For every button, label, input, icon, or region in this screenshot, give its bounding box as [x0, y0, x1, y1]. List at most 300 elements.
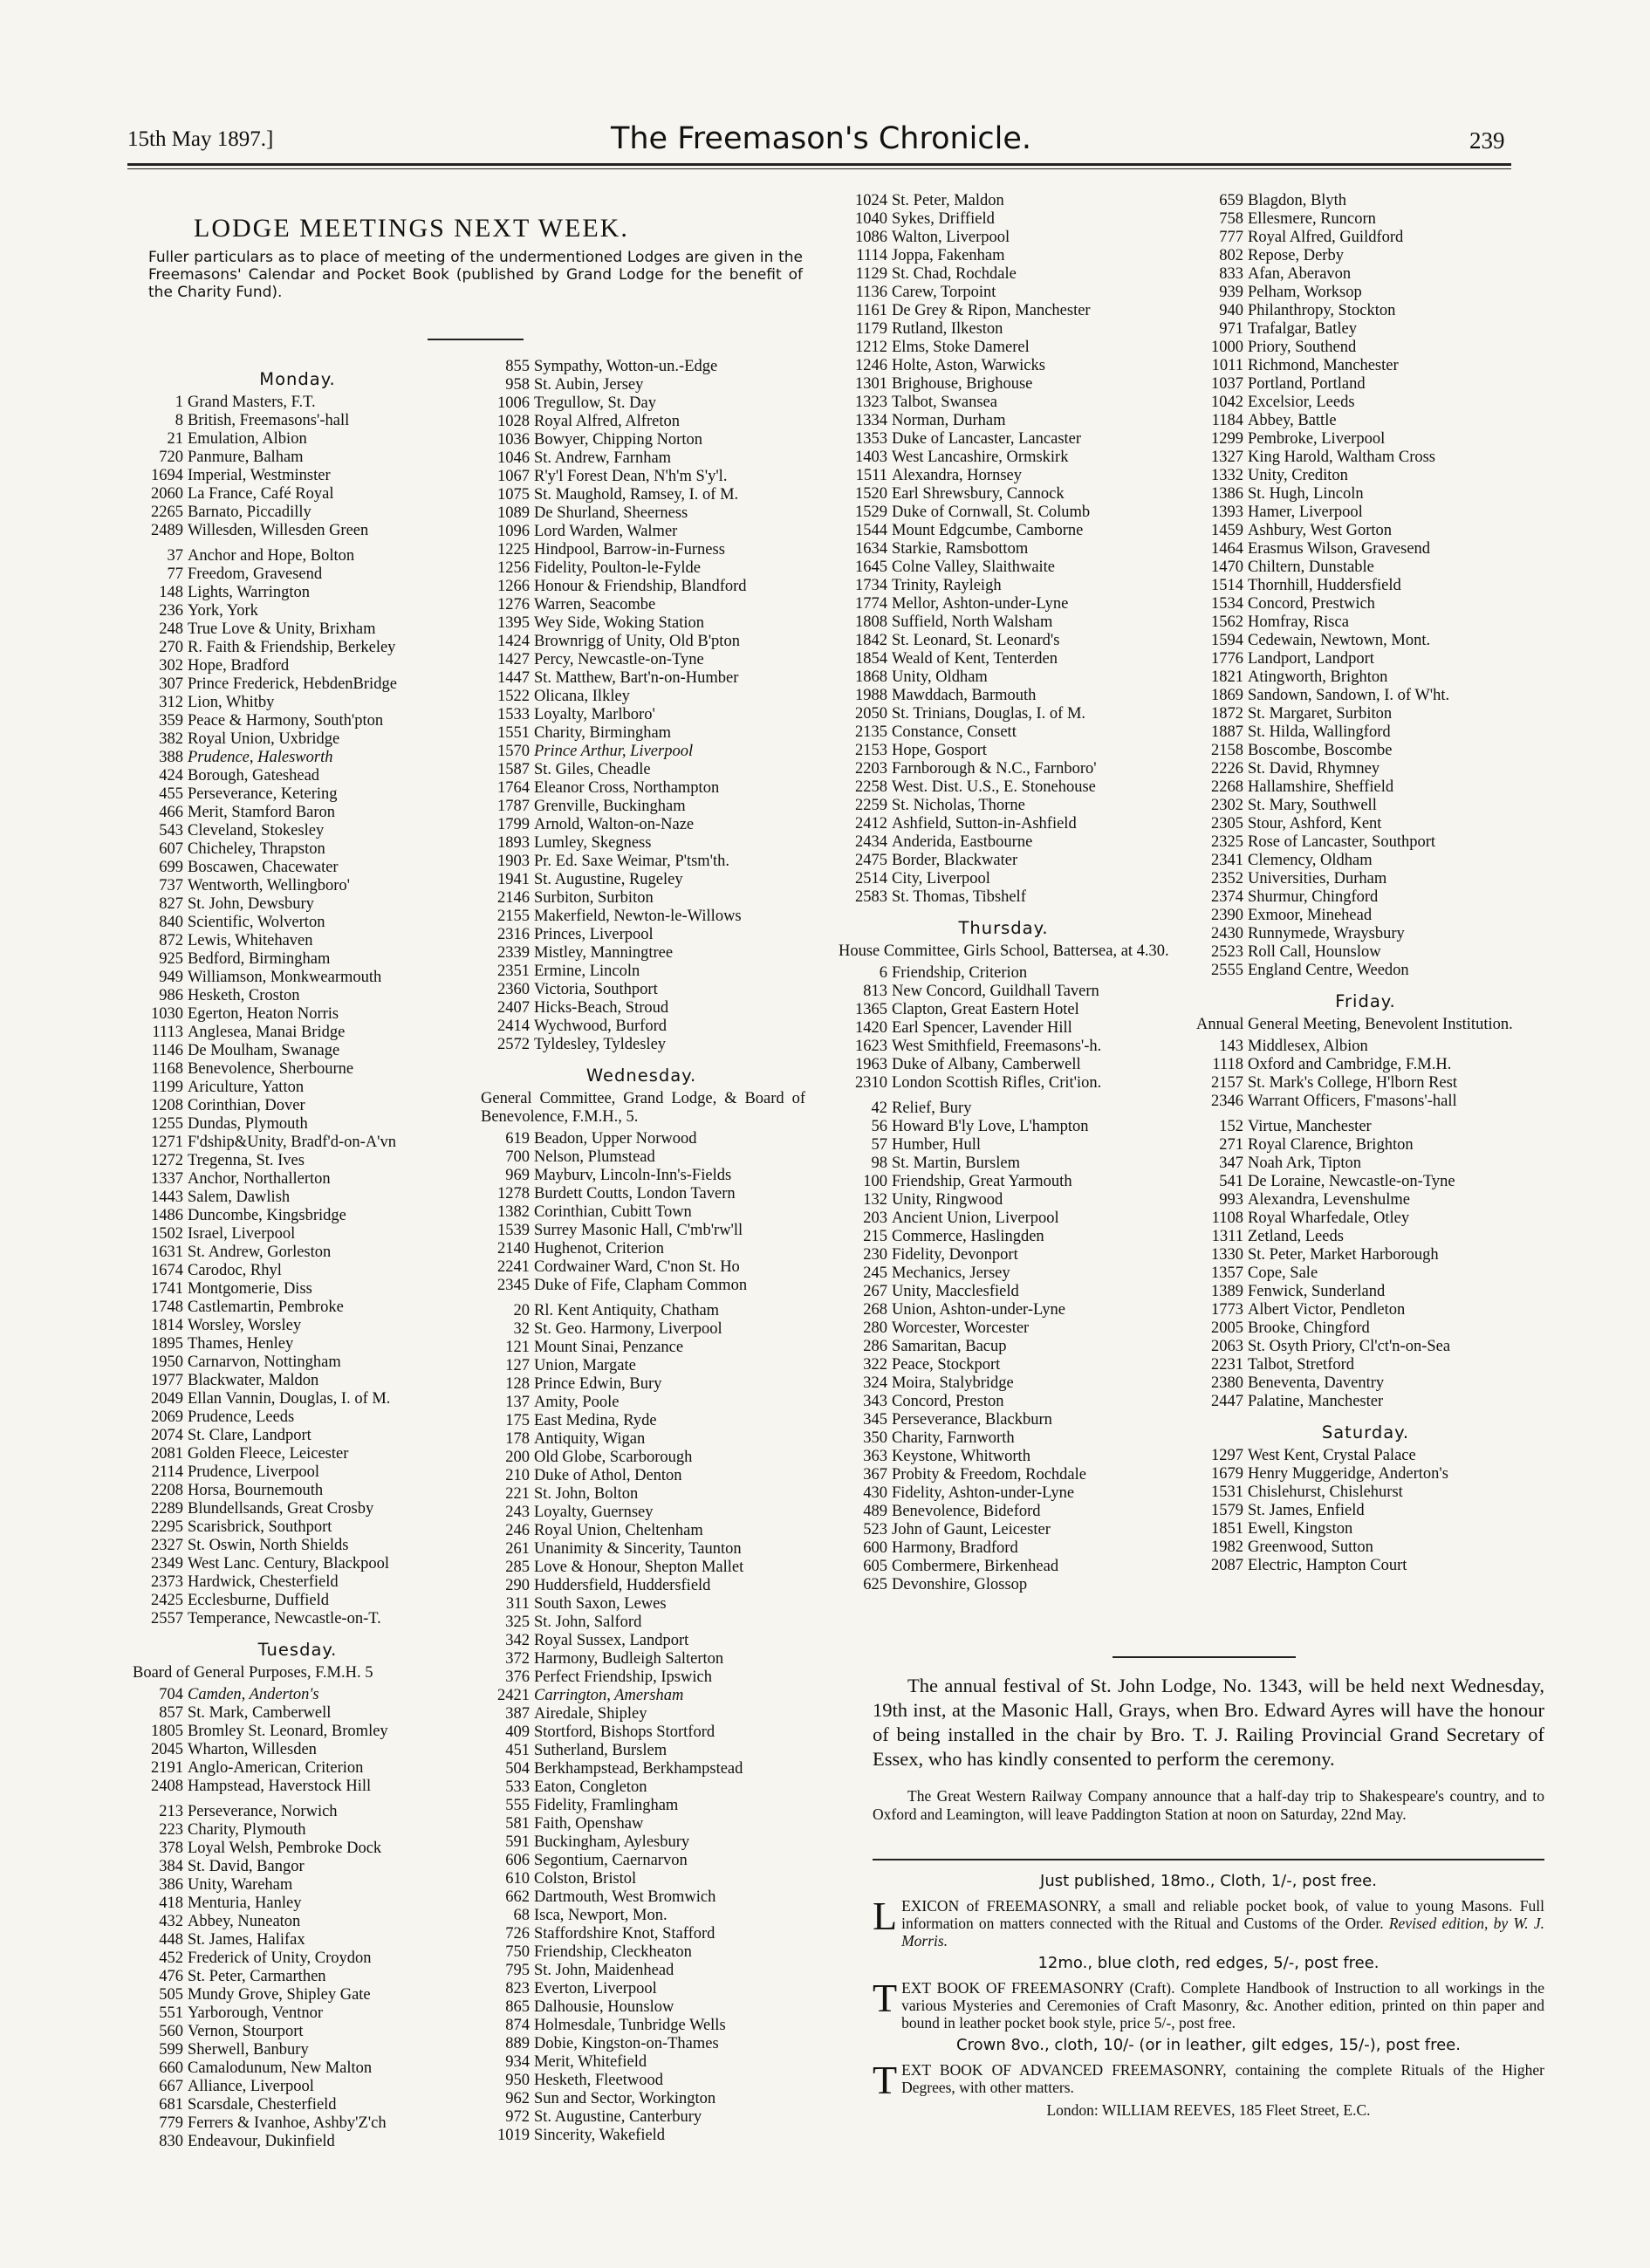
lodge-entry — [127, 394, 468, 412]
lodge-entry — [1191, 797, 1540, 815]
lodge-number: 350 — [863, 1429, 887, 1447]
drop-cap: L — [873, 1894, 898, 1938]
lodge-number: 325 — [505, 1614, 530, 1631]
lodge-entry — [833, 742, 1174, 760]
lodge-entry — [476, 1148, 807, 1167]
lodge-name: Frederick of Unity, Croydon — [188, 1949, 372, 1967]
lodge-entry — [833, 1209, 1174, 1228]
lodge-name: Old Globe, Scarborough — [534, 1449, 693, 1466]
lodge-number: 2374 — [1211, 888, 1243, 906]
lodge-name: Corinthian, Dover — [188, 1097, 305, 1114]
lodge-entry — [833, 1283, 1174, 1301]
lodge-number: 2425 — [151, 1592, 183, 1609]
lodge-entry — [476, 1036, 807, 1054]
lodge-name: John of Gaunt, Leicester — [892, 1521, 1051, 1538]
lodge-number: 1851 — [1211, 1520, 1243, 1538]
list-spacer — [1191, 1111, 1540, 1118]
lodge-entry — [476, 468, 807, 486]
lodge-number: 1199 — [151, 1079, 183, 1096]
lodge-name: Williamson, Monkwearmouth — [188, 969, 382, 986]
lodge-entry — [127, 1610, 468, 1628]
lodge-name: Duke of Albany, Camberwell — [892, 1056, 1081, 1073]
lodge-number: 1520 — [855, 485, 887, 503]
lodge-entry — [1191, 1173, 1540, 1191]
lodge-name: Pembroke, Liverpool — [1248, 430, 1386, 448]
lodge-entry — [476, 1240, 807, 1258]
lodge-number: 704 — [159, 1686, 183, 1703]
lodge-name: Moira, Stalybridge — [892, 1374, 1014, 1392]
list-spacer — [833, 1093, 1174, 1100]
lodge-entry — [833, 1503, 1174, 1521]
lodge-entry — [127, 675, 468, 694]
lodge-number: 1389 — [1211, 1283, 1243, 1300]
lodge-number: 610 — [505, 1870, 530, 1888]
lodge-entry — [833, 485, 1174, 504]
lodge-entry — [127, 950, 468, 969]
lodge-entry — [127, 1968, 468, 1986]
lodge-name: Menturia, Hanley — [188, 1895, 302, 1912]
lodge-name: Pr. Ed. Saxe Weimar, P'tsm'th. — [534, 853, 730, 870]
lodge-number: 1330 — [1211, 1246, 1243, 1264]
lodge-number: 409 — [505, 1723, 530, 1741]
lodge-number: 1179 — [855, 320, 887, 338]
lodge-number: 143 — [1219, 1038, 1243, 1055]
publisher-address: London: WILLIAM REEVES, 185 Fleet Street, E.C. — [1046, 2101, 1371, 2119]
lodge-entry — [1191, 705, 1540, 723]
lodge-number: 958 — [505, 376, 530, 394]
lodge-number: 2005 — [1211, 1319, 1243, 1337]
lodge-entry — [127, 1280, 468, 1298]
lodge-name: Salem, Dawlish — [188, 1189, 291, 1206]
lodge-entry — [127, 430, 468, 449]
lodge-name: Roll Call, Hounslow — [1248, 943, 1381, 961]
lodge-entry — [476, 1705, 807, 1723]
lodge-number: 466 — [159, 804, 183, 821]
lodge-name: Universities, Durham — [1248, 870, 1387, 887]
lodge-name: Montgomerie, Diss — [188, 1280, 312, 1298]
lodge-name: Clapton, Great Eastern Hotel — [892, 1001, 1079, 1018]
lodge-entry — [833, 192, 1174, 210]
lodge-entry — [476, 1540, 807, 1559]
lodge-entry — [127, 2059, 468, 2078]
lodge-number: 200 — [505, 1449, 530, 1466]
lodge-number: 2135 — [855, 723, 887, 741]
lodge-number: 210 — [505, 1467, 530, 1484]
lodge-number: 424 — [159, 767, 183, 785]
lodge-number: 2158 — [1211, 742, 1243, 759]
lodge-name: Tregullow, St. Day — [534, 394, 656, 412]
lodge-entry — [127, 1445, 468, 1463]
lodge-name: Greenwood, Sutton — [1248, 1538, 1373, 1556]
lodge-column-4 — [1191, 192, 1540, 1575]
lodge-number: 1042 — [1211, 394, 1243, 411]
advert-textbook — [873, 1976, 1544, 2032]
lodge-entry — [1191, 852, 1540, 870]
lodge-number: 1353 — [855, 430, 887, 448]
lodge-entry — [127, 1573, 468, 1592]
lodge-entry — [476, 1258, 807, 1277]
lodge-name: Talbot, Stretford — [1248, 1356, 1355, 1374]
advert-lexicon-edition: Revised edition, by W. J. Morris. — [901, 1915, 1544, 1949]
lodge-entry — [833, 1019, 1174, 1038]
lodge-entry — [1191, 339, 1540, 357]
lodge-name: Benevolence, Bideford — [892, 1503, 1041, 1520]
lodge-number: 1168 — [151, 1060, 183, 1078]
lodge-entry — [127, 639, 468, 657]
lodge-name: Philanthropy, Stockton — [1248, 302, 1396, 319]
lodge-number: 1067 — [497, 468, 530, 485]
lodge-name: Noah Ark, Tipton — [1248, 1155, 1362, 1172]
lodge-number: 98 — [871, 1155, 887, 1172]
lodge-entry — [476, 1018, 807, 1036]
lodge-name: Lion, Whitby — [188, 694, 275, 711]
lodge-number: 1821 — [1211, 668, 1243, 686]
lodge-number: 1113 — [152, 1024, 183, 1041]
lodge-name: Dartmouth, West Bromwich — [534, 1888, 716, 1906]
lodge-entry — [127, 987, 468, 1005]
lodge-number: 387 — [505, 1705, 530, 1723]
lodge-number: 178 — [505, 1430, 530, 1448]
lodge-entry — [476, 1595, 807, 1614]
lodge-name: Harmony, Bradford — [892, 1539, 1018, 1557]
lodge-name: Trafalgar, Batley — [1248, 320, 1357, 338]
lodge-entry — [833, 687, 1174, 705]
lodge-number: 1266 — [497, 578, 530, 595]
lodge-number: 2289 — [151, 1500, 183, 1518]
lodge-entry — [833, 1448, 1174, 1466]
lodge-number: 1096 — [497, 523, 530, 540]
lodge-entry — [1191, 1118, 1540, 1136]
lodge-name: R'y'l Forest Dean, N'h'm S'y'l. — [534, 468, 728, 485]
lodge-entry — [127, 1723, 468, 1741]
lodge-entry — [127, 1060, 468, 1079]
lodge-number: 1443 — [151, 1189, 183, 1206]
lodge-name: Prince Arthur, Liverpool — [534, 743, 694, 760]
lodge-name: St. John, Salford — [534, 1614, 642, 1631]
lodge-name: Unity, Crediton — [1248, 467, 1348, 484]
lodge-number: 1963 — [855, 1056, 887, 1073]
lodge-number: 599 — [159, 2041, 183, 2059]
lodge-entry — [476, 981, 807, 999]
lodge-name: Starkie, Ramsbottom — [892, 540, 1029, 558]
lodge-name: Prince Frederick, HebdenBridge — [188, 675, 397, 693]
lodge-number: 1037 — [1211, 375, 1243, 393]
lodge-name: Union, Margate — [534, 1357, 636, 1374]
lodge-name: Borough, Gateshead — [188, 767, 320, 785]
lodge-entry — [476, 394, 807, 413]
lodge-number: 1529 — [855, 504, 887, 521]
lodge-number: 221 — [505, 1485, 530, 1503]
lodge-entry — [1191, 632, 1540, 650]
lodge-entry — [476, 1888, 807, 1907]
lodge-number: 1301 — [855, 375, 887, 393]
lodge-name: Shurmur, Chingford — [1248, 888, 1379, 906]
lodge-name: Royal Wharfedale, Otley — [1248, 1209, 1410, 1227]
lodge-number: 1734 — [855, 577, 887, 594]
lodge-entry — [476, 1907, 807, 1925]
lodge-name: Holmesdale, Tunbridge Wells — [534, 2017, 726, 2034]
lodge-number: 302 — [159, 657, 183, 675]
lodge-number: 2155 — [497, 908, 530, 925]
lodge-number: 737 — [159, 877, 183, 894]
lodge-number: 1531 — [1211, 1483, 1243, 1501]
lodge-number: 307 — [159, 675, 183, 693]
lodge-entry — [127, 1821, 468, 1840]
lodge-number: 1129 — [855, 265, 887, 283]
lodge-name: Stour, Ashford, Kent — [1248, 815, 1382, 833]
lodge-number: 1332 — [1211, 467, 1243, 484]
lodge-entry — [127, 1189, 468, 1207]
lodge-number: 795 — [505, 1962, 530, 1979]
lodge-number: 2302 — [1211, 797, 1243, 814]
lodge-number: 600 — [863, 1539, 887, 1557]
lodge-name: Imperial, Westminster — [188, 467, 331, 484]
lodge-entry — [1191, 210, 1540, 229]
lodge-entry — [1191, 595, 1540, 613]
lodge-entry — [1191, 1209, 1540, 1228]
lodge-name: Grenville, Buckingham — [534, 798, 686, 815]
lodge-number: 857 — [159, 1704, 183, 1722]
lodge-name: Harmony, Budleigh Salterton — [534, 1650, 724, 1668]
lodge-entry — [833, 797, 1174, 815]
lodge-name: Castlemartin, Pembroke — [188, 1298, 344, 1316]
lodge-entry — [476, 449, 807, 468]
lodge-entry — [1191, 888, 1540, 907]
lodge-number: 1679 — [1211, 1465, 1243, 1483]
lodge-name: Hesketh, Croston — [188, 987, 300, 1004]
lodge-entry — [127, 504, 468, 522]
lodge-number: 1 — [175, 394, 183, 411]
lodge-name: Ecclesburne, Duffield — [188, 1592, 329, 1609]
lodge-entry — [833, 1338, 1174, 1356]
lodge-entry — [833, 723, 1174, 742]
book-advert — [873, 1867, 1544, 2119]
lodge-name: Peace, Stockport — [892, 1356, 1001, 1374]
lodge-name: St. James, Halifax — [188, 1931, 305, 1949]
lodge-number: 855 — [505, 358, 530, 375]
lodge-entry — [476, 1614, 807, 1632]
lodge-name: St. Nicholas, Thorne — [892, 797, 1025, 814]
lodge-number: 940 — [1219, 302, 1243, 319]
lodge-number: 1872 — [1211, 705, 1243, 723]
lodge-entry — [476, 1943, 807, 1962]
lodge-name: Stortford, Bishops Stortford — [534, 1723, 715, 1741]
lodge-entry — [1191, 1520, 1540, 1538]
lodge-number: 2373 — [151, 1573, 183, 1591]
lodge-name: Relief, Bury — [892, 1100, 972, 1117]
lodge-entry — [127, 565, 468, 584]
lodge-number: 148 — [159, 584, 183, 601]
lodge-number: 2523 — [1211, 943, 1243, 961]
lodge-number: 1486 — [151, 1207, 183, 1224]
lodge-name: Makerfield, Newton-le-Willows — [534, 908, 742, 925]
lodge-number: 2157 — [1211, 1074, 1243, 1092]
lodge-entry — [476, 1203, 807, 1222]
lodge-entry — [833, 1466, 1174, 1484]
lodge-name: St. Andrew, Gorleston — [188, 1244, 332, 1261]
lodge-name: Sun and Sector, Workington — [534, 2090, 716, 2107]
lodge-number: 1895 — [151, 1335, 183, 1353]
lodge-name: Electric, Hampton Court — [1248, 1557, 1407, 1574]
lodge-number: 2430 — [1211, 925, 1243, 942]
lodge-entry — [127, 1759, 468, 1778]
lodge-name: Cope, Sale — [1248, 1264, 1318, 1282]
lodge-name: Arnold, Walton-on-Naze — [534, 816, 695, 833]
lodge-entry — [476, 1320, 807, 1339]
lodge-number: 286 — [863, 1338, 887, 1355]
lodge-entry — [1191, 1056, 1540, 1074]
lodge-name: Combermere, Birkenhead — [892, 1558, 1059, 1575]
lodge-name: Prudence, Halesworth — [188, 749, 333, 766]
lodge-entry — [476, 413, 807, 431]
lodge-name: Amity, Poole — [534, 1394, 620, 1411]
lodge-entry — [1191, 833, 1540, 852]
lodge-number: 560 — [159, 2023, 183, 2040]
lodge-name: Palatine, Manchester — [1248, 1393, 1384, 1410]
lodge-number: 132 — [863, 1191, 887, 1209]
lodge-entry — [127, 1298, 468, 1317]
lodge-entry — [476, 541, 807, 559]
lodge-entry — [476, 1394, 807, 1412]
lodge-name: Beneventa, Daventry — [1248, 1374, 1385, 1392]
lodge-name: Chiltern, Dunstable — [1248, 558, 1374, 576]
lodge-number: 1551 — [497, 724, 530, 742]
lodge-name: St. Martin, Burslem — [892, 1155, 1020, 1172]
lodge-name: Grand Masters, F.T. — [188, 394, 316, 411]
lodge-number: 1502 — [151, 1225, 183, 1243]
lodge-name: St. John, Maidenhead — [534, 1962, 674, 1979]
lodge-name: Olicana, Ilkley — [534, 688, 630, 705]
lodge-number: 8 — [175, 412, 183, 429]
header-rule-thin — [127, 168, 1511, 169]
lodge-number: 1570 — [497, 743, 530, 760]
lodge-entry — [476, 1522, 807, 1540]
lodge-number: 949 — [159, 969, 183, 986]
lodge-number: 2310 — [855, 1074, 887, 1092]
drop-cap: T — [873, 1976, 898, 2020]
lodge-entry — [127, 1024, 468, 1042]
lodge-name: St. Peter, Market Harborough — [1248, 1246, 1439, 1264]
lodge-name: Friendship, Cleckheaton — [534, 1943, 692, 1961]
lodge-number: 779 — [159, 2114, 183, 2132]
lodge-number: 833 — [1219, 265, 1243, 283]
lodge-number: 382 — [159, 730, 183, 748]
lodge-entry — [127, 1840, 468, 1858]
lodge-number: 1272 — [151, 1152, 183, 1169]
lodge-number: 969 — [505, 1167, 530, 1184]
lodge-entry — [476, 889, 807, 908]
lodge-name: Anderida, Eastbourne — [892, 833, 1033, 851]
lodge-name: Excelsior, Leeds — [1248, 394, 1355, 411]
lodge-entry — [127, 2023, 468, 2041]
list-spacer — [127, 540, 468, 547]
lodge-number: 1393 — [1211, 504, 1243, 521]
lodge-number: 962 — [505, 2090, 530, 2107]
lodge-entry — [127, 1134, 468, 1152]
drop-cap: T — [873, 2058, 898, 2102]
lodge-name: Brownrigg of Unity, Old B'pton — [534, 633, 740, 650]
lodge-entry — [833, 1539, 1174, 1558]
lodge-entry — [1191, 742, 1540, 760]
lodge-name: East Medina, Ryde — [534, 1412, 657, 1429]
lodge-number: 1511 — [855, 467, 887, 484]
lodge-number: 1108 — [1211, 1209, 1243, 1227]
lodge-name: Fenwick, Sunderland — [1248, 1283, 1386, 1300]
lodge-entry — [127, 1079, 468, 1097]
lodge-entry — [833, 1228, 1174, 1246]
lodge-number: 699 — [159, 859, 183, 876]
lodge-number: 2434 — [855, 833, 887, 851]
lodge-name: West. Dist. U.S., E. Stonehouse — [892, 778, 1096, 796]
lodge-number: 2049 — [151, 1390, 183, 1408]
lodge-entry — [127, 749, 468, 767]
lodge-name: Prince Edwin, Bury — [534, 1375, 662, 1393]
lodge-number: 1776 — [1211, 650, 1243, 668]
lodge-entry — [476, 1577, 807, 1595]
lodge-number: 2583 — [855, 888, 887, 906]
lodge-number: 137 — [505, 1394, 530, 1411]
lodge-entry — [833, 760, 1174, 778]
lodge-number: 1645 — [855, 558, 887, 576]
lodge-number: 2390 — [1211, 907, 1243, 924]
lodge-name: Thames, Henley — [188, 1335, 294, 1353]
lodge-number: 1539 — [497, 1222, 530, 1239]
lodge-number: 372 — [505, 1650, 530, 1668]
lodge-entry — [476, 1980, 807, 1998]
lodge-entry — [476, 1760, 807, 1778]
lodge-entry — [833, 632, 1174, 650]
lodge-name: St. James, Enfield — [1248, 1502, 1365, 1519]
lodge-entry — [833, 284, 1174, 302]
lodge-name: Albert Victor, Pendleton — [1248, 1301, 1406, 1319]
lodge-entry — [1191, 1374, 1540, 1393]
railway-notice: The Great Western Railway Company announce that a half-day trip to Shakespeare's country, and to Oxford and Leamington, will leave Paddington Station at noon on Saturday, 22nd May. — [873, 1787, 1544, 1823]
lodge-name: Richmond, Manchester — [1248, 357, 1399, 374]
lodge-name: Repose, Derby — [1248, 247, 1344, 264]
lodge-name: St. Mark, Camberwell — [188, 1704, 332, 1722]
lodge-entry — [476, 1339, 807, 1357]
lodge-name: Duke of Lancaster, Lancaster — [892, 430, 1082, 448]
lodge-entry — [476, 1167, 807, 1185]
lodge-entry — [1191, 1155, 1540, 1173]
lodge-entry — [127, 1408, 468, 1427]
lodge-name: Abbey, Battle — [1248, 412, 1337, 429]
lodge-number: 1184 — [1211, 412, 1243, 429]
lodge-name: De Shurland, Sheerness — [534, 504, 688, 522]
lodge-number: 1382 — [497, 1203, 530, 1221]
lodge-name: Vernon, Stourport — [188, 2023, 304, 2040]
lodge-number: 1854 — [855, 650, 887, 668]
lodge-number: 2295 — [151, 1518, 183, 1536]
lodge-name: West Lancashire, Ormskirk — [892, 449, 1069, 466]
lodge-number: 1799 — [497, 816, 530, 833]
lodge-name: Everton, Liverpool — [534, 1980, 657, 1997]
lodge-number: 1694 — [151, 467, 183, 484]
lodge-entry — [127, 657, 468, 675]
lodge-name: Royal Sussex, Landport — [534, 1632, 689, 1649]
page-header — [0, 0, 1650, 157]
lodge-name: St. Matthew, Bart'n-on-Humber — [534, 669, 739, 687]
lodge-name: Duke of Cornwall, St. Columb — [892, 504, 1091, 521]
lodge-number: 543 — [159, 822, 183, 839]
lodge-entry — [476, 1185, 807, 1203]
lodge-entry — [1191, 247, 1540, 265]
lodge-name: Wey Side, Woking Station — [534, 614, 705, 632]
lodge-entry — [127, 1427, 468, 1445]
lodge-entry — [833, 229, 1174, 247]
lodge-number: 386 — [159, 1876, 183, 1894]
lodge-name: Howard B'ly Love, L'hampton — [892, 1118, 1089, 1135]
